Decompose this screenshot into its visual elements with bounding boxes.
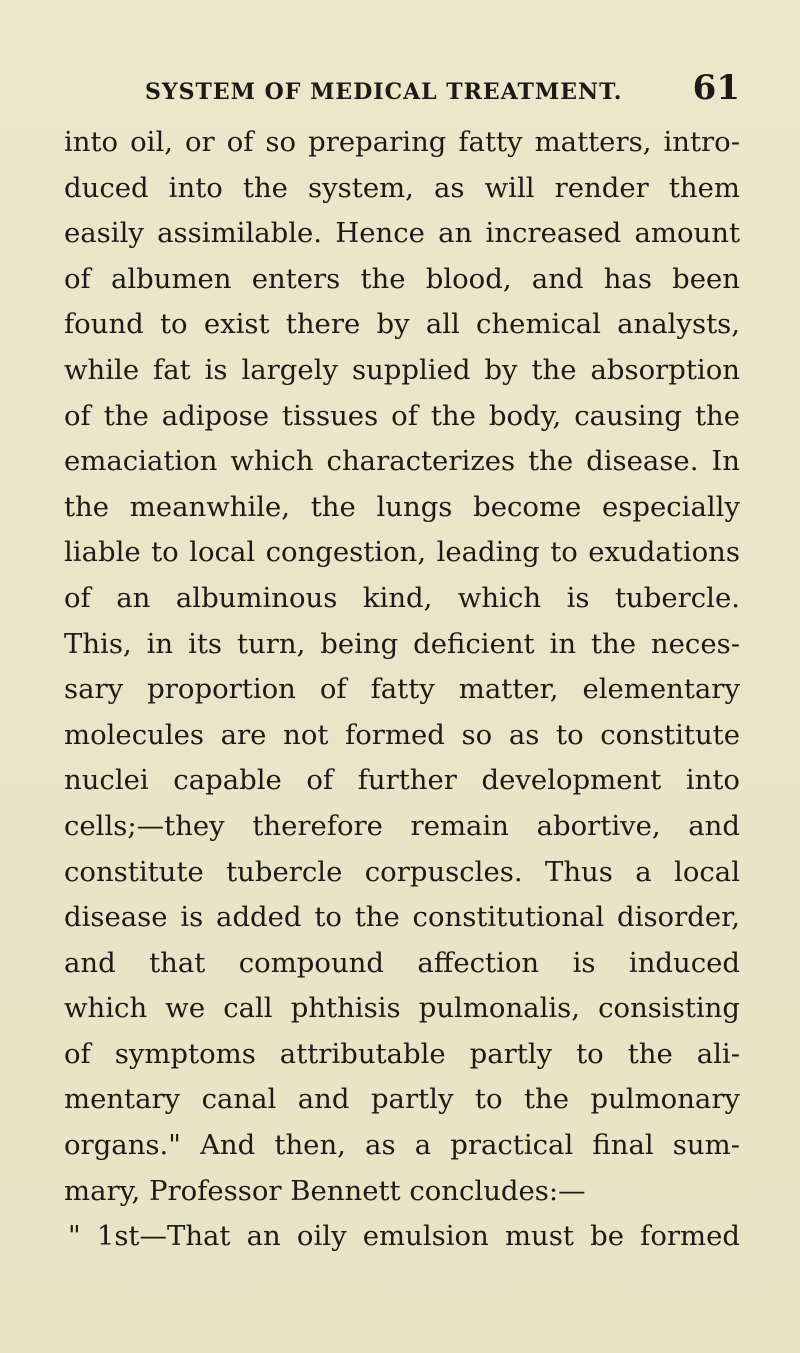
text-line: sary proportion of fatty matter, elementary <box>64 673 740 706</box>
running-head: SYSTEM OF MEDICAL TREATMENT. <box>145 79 623 105</box>
text-line: duced into the system, as will render them <box>64 171 740 204</box>
text-line: of the adipose tissues of the body, causing the <box>64 399 740 432</box>
text-line: nuclei capable of further development into <box>64 764 740 797</box>
text-line: cells;—they therefore remain abortive, and <box>64 809 740 842</box>
text-line: liable to local congestion, leading to exudations <box>64 536 740 569</box>
text-line: " 1st—That an oily emulsion must be formed <box>68 1220 740 1253</box>
body-text <box>64 120 740 1260</box>
text-line: This, in its turn, being deficient in the neces- <box>64 627 740 660</box>
text-line: of albumen enters the blood, and has been <box>64 262 740 295</box>
text-line: organs." And then, as a practical final sum- <box>64 1129 740 1162</box>
text-line: molecules are not formed so as to constitute <box>64 718 740 751</box>
text-line: easily assimilable. Hence an increased amount <box>64 217 740 250</box>
text-line: constitute tubercle corpuscles. Thus a local <box>64 855 740 888</box>
text-line: disease is added to the constitutional disorder, <box>64 901 740 934</box>
text-line: found to exist there by all chemical analysts, <box>64 308 740 341</box>
text-line: mentary canal and partly to the pulmonary <box>64 1083 740 1116</box>
text-line: which we call phthisis pulmonalis, consisting <box>64 992 740 1025</box>
text-line: while fat is largely supplied by the absorption <box>64 353 740 386</box>
text-line: mary, Professor Bennett concludes:— <box>64 1174 586 1207</box>
text-line: emaciation which characterizes the disease. In <box>64 445 740 478</box>
text-line: of symptoms attributable partly to the ali- <box>64 1037 740 1070</box>
page-number: 61 <box>692 68 740 108</box>
page-header <box>145 68 740 112</box>
text-line: and that compound affection is induced <box>64 946 740 979</box>
text-line: of an albuminous kind, which is tubercle. <box>64 581 740 614</box>
text-line: the meanwhile, the lungs become especially <box>64 490 740 523</box>
text-line: into oil, or of so preparing fatty matters, intro- <box>64 126 740 158</box>
